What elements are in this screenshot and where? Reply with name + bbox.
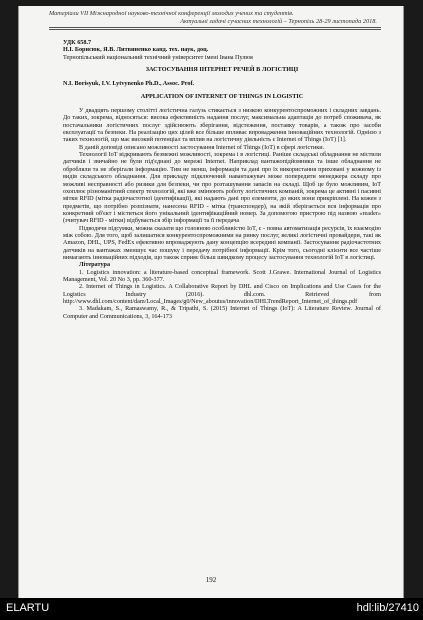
authors-en: N.I. Borisyuk, I.V. Lytvynenko Ph.D., Assoc. Prof.	[63, 80, 195, 88]
authors-ua: Н.І. Борисюк, Я.В. Литвиненко канд. тех. наук, доц.	[63, 46, 209, 54]
reference-1: 1. Logistics innovation: a literature-based conceptual framework. Scott J.Grawe. International Journal of Logistics Management, Vol. 20 No 3, pp. 360-377.	[63, 268, 381, 283]
references-title: Література	[79, 261, 111, 269]
page-number: 192	[205, 576, 217, 584]
repository-label: ELARTU	[6, 602, 50, 614]
document-page	[18, 6, 404, 598]
header-rule	[49, 27, 381, 28]
header-rule-thin	[49, 29, 381, 30]
udk-code: УДК 658.7	[63, 39, 92, 46]
header-line-2: Актуальні задачі сучасних технологій – Тернопіль 28-29 листопада 2018.	[180, 18, 377, 25]
title-ua: ЗАСТОСУВАННЯ ІНТЕРНЕТ РЕЧЕЙ В ЛОГІСТИЦІ	[145, 66, 299, 74]
handle-id: hdl:lib/27410	[356, 602, 419, 614]
paragraph-1: У двадцять першому столітті логістична галузь стикається з низкою конкурентоспроможних і складних завдань. До таких, зокрема, відносяться: висока ефективність надання послуг, максимальна адаптація до потреб споживача, як постачальники логістичних послуг здійснюють зберігання, відстеження, поставку товарів, а також про засоби експлуатації та безпеки. На реалізацію цих цілей все більше впливає впровадження інноваційних технологій. Однією з таких технологій, що має високий потенціал та вплив на логістичну діяльність є Internet of Things (IoT) [1].	[63, 107, 381, 144]
article-body	[63, 39, 381, 320]
running-header	[49, 10, 379, 26]
title-en: APPLICATION OF INTERNET OF THINGS IN LOGISTIC	[140, 92, 304, 100]
reference-2: 2. Internet of Things in Logistics. A Collaborative Report by DHL and Cisco on Implications and Use Cases for the Logistics Industry (2016). dhl.com. Retrieved from http://www.dhl.com/content/dam/Local_Images/g0/New_aboutus/innovation/DHLTrendReport_Internet_of_things.pdf	[63, 283, 381, 305]
affiliation: Тернопільський національний технічний університет імені Івана Пулюя	[63, 53, 253, 61]
reference-3: 3. Madakam, S., Ramaswamy, R., & Tripathi, S. (2015) Internet of Things (IoT): A Literature Review. Journal of Computer and Communications, 3, 164-173	[63, 305, 381, 320]
paragraph-3: Технології IoT відкривають безмежні можливості, зокрема і в логістиці. Раніше складські обладнання не містили датчиків і звичайно не були під'єднані до мережі Internet. Наприклад вантажопідйомники та інше обладнання не обробляли та не зберігали інформацію. Тим не менш, інформація та дані про їх використання приховані у кожному із видів складського обладнання. Для прикладу підключений навантажувач може попередити менеджера складу про можливі несправності або ризики для безпеки, чи про розташування запасів на складі. Щоб це було можливим, IoT охоплює різноманітний спектр технологій, які вже змінюють роботу логістичних компаній, зокрема це активні і пасивні мітки RFID (мітка радіочастотної ідентифікації), які надають дані про елементи, до яких вони прикріплені. На кожен з предметів, що потрібно розпізнати, нанесена RFID - мітка (транспондер), на якій зберігається вся інформація про конкретний об'єкт і міститься його унікальний ідентифікаційний номер. За допомогою пристрою під назвою «reader» (зчитувач RFID - мітки) відбувається збір інформації та її передача	[63, 151, 381, 225]
paragraph-4: Підводячи підсумки, можна сказати що головною особливістю IoT, є - повна автоматизація ресурсів, їх взаємодію між собою. Для того, щоб залишатися конкурентоспроможними на ринку послуг, великі логістичні провайдери, такі як Amazon, DHL, UPS, FedEx ефективно впроваджують дану концепцію всередині компанії. Застосування радіочастотних датчиків на вантажах зменшує час пошуку і передачу потрібної інформації. Крім того, сьогодні клієнти все частіше вимагають інноваційних підходів, що також сприяє більш швидкому процесу застосування технологій IoT в логістиці.	[63, 224, 381, 261]
header-line-1: Матеріали VII Міжнародної науково-технічної конференції молодих учених та студентів.	[49, 10, 294, 17]
viewer-footer	[0, 598, 423, 620]
paragraph-2: В даній доповіді описано можливості застосування Internet of Things (IoT) в сфері логістики.	[79, 143, 325, 151]
